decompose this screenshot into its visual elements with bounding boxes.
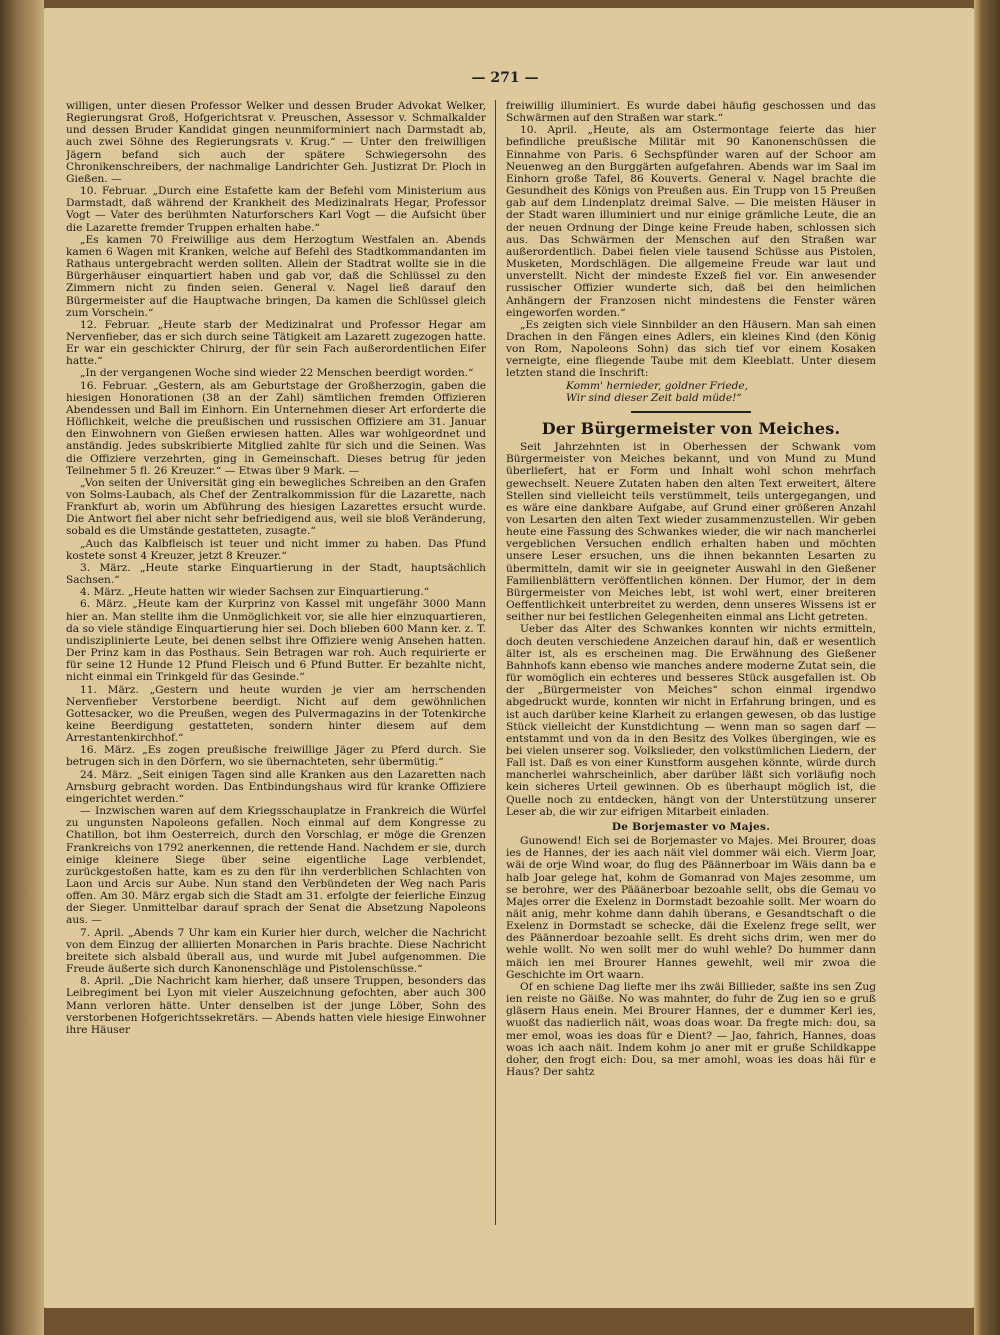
left-column: [66, 100, 486, 1235]
right-column: [506, 100, 876, 1225]
paragraph: freiwillig illuminiert. Es wurde dabei häufig geschossen und das Schwärmen auf den Straßen war stark.“: [506, 100, 876, 125]
paragraph: Seit Jahrzehnten ist in Oberhessen der Schwank vom Bürgermeister von Meiches bekannt, und von Mund zu Mund überliefert, hat er Form und Inhalt wohl schon mehrfach gewechselt. Neuere Zutaten haben den alten Text erweitert, ältere Stellen sind vielleicht teils verstümmelt, teils untergegangen, und es wäre eine dankbare Aufgabe, auf Grund einer größeren Anzahl von Lesarten den alten Text wieder zusammenzustellen. Wir geben heute eine Fassung des Schwankes wieder, die wir nach mancherlei vergeblichen Versuchen endlich erhalten haben und möchten unsere Leser ersuchen, uns die ihnen bekannten Lesarten zu übermitteln, damit wir sie in geeigneter Auswahl in den Gießener Familienblättern veröffentlichen können. Der Humor, der in dem Bürgermeister von Meiches lebt, ist wohl wert, einer breiteren Oeffentlichkeit unterbreitet zu werden, denn unseres Wissens ist er seither nur bei festlichen Gelegenheiten einmal ans Licht getreten.: [506, 441, 876, 624]
paragraph: Gunowend! Eich sei de Borjemaster vo Majes. Mei Brourer, doas ies de Hannes, der ies aach näit viel dommer wäi eich. Vierm Joar, wäi de orje Wind woar, do flug des Päännerboar im Wäis dann ba e halb Joar gelege hat, kohm de Gomanrad von Majes zesomme, um se berohre, wer des Pääänerboar bezoahle sellt, obs die Gemau vo Majes orrer die Exelenz in Dormstadt bezoahle sollt. Mer woarn do näit anig, mehr kohme dann dahih überans, e Gesandtschaft o die Exelenz in Dormstadt se schecke, däi die Exelenz frege sellt, wer des Päännerdoar bezoahle sellt. Es dreht sichs drim, wen mer do wehle wollt. No wen sollt mer do wuhl wehle? Do hummer dann mäich ien mei Brourer Hannes gewehlt, weil mir zwoa die Geschichte im Ort waarn.: [506, 835, 876, 981]
paragraph: 11. März. „Gestern und heute wurden je vier am herrschenden Nervenfieber Verstorbene beerdigt. Nicht auf dem gewöhnlichen Gottesacker, wo die Preußen, wegen des Pulvermagazins in der Totenkirche keine Beerdigung gestatteten, sondern hinter diesem auf dem Arrestantenkirchhof.“: [66, 683, 486, 745]
paragraph: — Inzwischen waren auf dem Kriegsschauplatze in Frankreich die Würfel zu ungunsten Napoleons gefallen. Noch einmal auf dem Kongresse zu Chatillon, bot ihm Oesterreich, durch den Vorschlag, er möge die Grenzen Frankreichs von 1792 anerkennen, die rettende Hand. Nachdem er sie, durch einige kleinere Siege über seine eigentliche Lage verblendet, zurückgestoßen hatte, kam es zu den für ihn verderblichen Schlachten von Laon und Arcis sur Aube. Nun stand den Verbündeten der Weg nach Paris offen. Am 30. März ergab sich die Stadt am 31. erfolgte der feierliche Einzug der Sieger. Unmittelbar darauf sprach der Senat die Absetzung Napoleons aus. —: [66, 805, 486, 927]
paragraph: 10. Februar. „Durch eine Estafette kam der Befehl vom Ministerium aus Darmstadt, daß während der Krankheit des Medizinalrats Hegar, Professor Vogt — Vater des berühmten Naturforschers Karl Vogt — die Aufsicht über die Lazarette fremder Truppen erhalten habe.“: [66, 185, 486, 234]
paragraph: Ueber das Alter des Schwankes konnten wir nichts ermitteln, doch deuten verschiedene Anzeichen darauf hin, daß er wesentlich älter ist, als es erscheinen mag. Die Erwähnung des Gießener Bahnhofs kann ebenso wie manches andere moderne Zutat sein, die für womöglich ein echteres und besseres Stück ausgefallen ist. Ob der „Bürgermeister von Meiches“ schon einmal irgendwo abgedruckt wurde, konnten wir nicht in Erfahrung bringen, und es ist auch darüber keine Klarheit zu erlangen gewesen, ob das lustige Stück vielleicht der Kunstdichtung — wenn man so sagen darf — entstammt und von da in den Besitz des Volkes übergingen, wie es bei vielen unserer sog. Volkslieder, den volkstümlichen Liedern, der Fall ist. Daß es von einer Kunstform ausgehen könnte, würde durch mancherlei wahrscheinlich, aber darüber läßt sich vorläufig noch kein sicheres Urteil gewinnen. Ob es überhaupt möglich ist, die Quelle noch zu entdecken, hängt von der Unterstützung unserer Leser ab, die wir zur eifrigen Mitarbeit einladen.: [506, 623, 876, 818]
paragraph: „Es kamen 70 Freiwillige aus dem Herzogtum Westfalen an. Abends kamen 6 Wagen mit Kranken, welche auf Befehl des Stadtkommandanten im Rathaus untergebracht werden sollten. Allein der Stadtrat wollte sie in die Bürgerhäuser einquartiert haben und gab vor, daß die Schlüssel zu den Zimmern nicht zu finden seien. General v. Nagel ließ darauf den Bürgermeister auf die Hauptwache bringen, Da kamen die Schlüssel gleich zum Vorschein.“: [66, 233, 486, 319]
binding-edge: [0, 0, 44, 1335]
section-rule: [631, 411, 751, 413]
paragraph: 24. März. „Seit einigen Tagen sind alle Kranken aus den Lazaretten nach Arnsburg gebracht worden. Das Entbindungshaus wird für kranke Offiziere eingerichtet werden.“: [66, 768, 486, 805]
column-divider: [495, 100, 496, 1225]
article-title: Der Bürgermeister von Meiches.: [541, 418, 841, 438]
paragraph: 16. März. „Es zogen preußische freiwillige Jäger zu Pferd durch. Sie betrugen sich in den Dörfern, wo sie übernachteten, sehr übermütig.“: [66, 744, 486, 769]
paragraph: 12. Februar. „Heute starb der Medizinalrat und Professor Hegar am Nervenfieber, das er sich durch seine Tätigkeit am Lazarett zugezogen hatte. Er war ein geschickter Chirurg, der für sein Fach außerordentlichen Eifer hatte.“: [66, 318, 486, 368]
paragraph: 8. April. „Die Nachricht kam hierher, daß unsere Truppen, besonders das Leibregiment bei Lyon mit vieler Auszeichnung gefochten, aber auch 300 Mann verloren hätte. Unter denselben ist der junge Löber, Sohn des verstorbenen Hofgerichtssekretärs. — Abends hatten viele hiesige Einwohner ihre Häuser: [66, 975, 486, 1036]
paragraph: willigen, unter diesen Professor Welker und dessen Bruder Advokat Welker, Regierungsrat Groß, Hofgerichtsrat v. Preuschen, Assessor v. Schmalkalder und dessen Bruder Kandidat gingen neunmiforminiert nach Darmstadt ab, auch zwei Söhne des Regierungsrats v. Krug.“ — Unter den freiwilligen Jägern befand sich auch der spätere Schwiegersohn des Chronikenschreibers, der nachmalige Landrichter Geh. Justizrat Dr. Ploch in Gießen. —: [66, 100, 486, 185]
paragraph: 10. April. „Heute, als am Ostermontage feierte das hier befindliche preußische Militär mit 90 Kanonenschüssen die Einnahme von Paris. 6 Sechspfünder waren auf der Schoor am Neuenweg an den Burggärten aufgefahren. Abends war im Saal im Einhorn große Tafel, 86 Kouverts. General v. Nagel brachte die Gesundheit des Königs von Preußen aus. Ein Trupp von 15 Preußen gab auf dem Lindenplatz dreimal Salve. — Die meisten Häuser in der Stadt waren illuminiert und nur einige grämliche Leute, die an der neuen Ordnung der Dinge keine Freude haben, schlossen sich aus. Das Schwärmen der Menschen auf den Straßen war außerordentlich. Dabei fielen viele tausend Schüsse aus Pistolen, Musketen, Mordschlägen. Die allgemeine Freude war laut und unverstellt. Nicht der mindeste Exzeß fiel vor. Ein anwesender russischer Offizier wunderte sich, daß bei den heimlichen Anhängern der Franzosen nicht mindestens die Fenster wären eingeworfen worden.“: [506, 124, 876, 319]
paragraph: „In der vergangenen Woche sind wieder 22 Menschen beerdigt worden.“: [80, 367, 474, 380]
verse-line: Komm' hernieder, goldner Friede,: [566, 379, 749, 392]
paragraph: „Von seiten der Universität ging ein bewegliches Schreiben an den Grafen von Solms-Laubach, als Chef der Zentralkommission für die Lazarette, nach Frankfurt ab, worin um Abführung des hiesigen Lazarettes ersucht wurde. Die Antwort fiel aber nicht sehr befriedigend aus, weil sie bloß Veränderung, sobald es die Umstände gestatteten, zusagte.“: [66, 476, 486, 538]
paragraph: 4. März. „Heute hatten wir wieder Sachsen zur Einquartierung.“: [80, 586, 430, 599]
paragraph: 6. März. „Heute kam der Kurprinz von Kassel mit ungefähr 3000 Mann hier an. Man stellte ihm die Unmöglichkeit vor, sie alle hier einzuquartieren, da so viele ständige Einquartierung hier sei. Doch blieben 600 Mann ker. z. T. undisziplinierte Leute, bei denen selbst ihre Offiziere wenig Ansehen hatten. Der Prinz kam in das Posthaus. Sein Betragen war roh. Auch requirierte er für seine 12 Hunde 12 Pfund Fleisch und 6 Pfund Butter. Er bezahlte nicht, nicht einmal ein Trinkgeld für das Gesinde.“: [66, 598, 486, 684]
paragraph: 7. April. „Abends 7 Uhr kam ein Kurier hier durch, welcher die Nachricht von dem Einzug der alliierten Monarchen in Paris brachte. Diese Nachricht breitete sich alsbald überall aus, und wurde mit Jubel aufgenommen. Die Freude äußerte sich durch Kanonenschläge und Pistolenschüsse.“: [66, 926, 486, 976]
page-number: — 271 —: [471, 70, 539, 86]
paragraph: 3. März. „Heute starke Einquartierung in der Stadt, hauptsächlich Sachsen.“: [66, 561, 486, 587]
page-edge: [974, 0, 1000, 1335]
paragraph: Of en schiene Dag liefte mer ihs zwäi Billieder, saßte ins sen Zug ien reiste no Gäiße. No was mahnter, do fuhr de Zug ien so e gruß gläsern Haus enein. Mei Brourer Hannes, der e dummer Kerl ies, wuoßt das nadierlich näit, woas doas woar. Da fregte mich: dou, sa mer emol, woas ies doas für e Dient? — Jao, fahrich, Hannes, doas woas ich aach näit. Indem kohm jo aner mit er gruße Schildkappe doher, den frogt eich: Dou, sa mer amohl, woas ies doas häi für e Haus? Der sahtz: [506, 980, 876, 1079]
verse-line: Wir sind dieser Zeit bald müde!“: [566, 391, 742, 404]
paragraph: 16. Februar. „Gestern, als am Geburtstage der Großherzogin, gaben die hiesigen Honorationen (38 an der Zahl) sämtlichen fremden Offizieren Abendessen und Ball im Einhorn. Ein Unternehmen dieser Art erforderte die Höflichkeit, welche die preußischen und russischen Offiziere am 31. Januar den Einwohnern von Gießen erwiesen hatten. Alles war wohlgeordnet und anständig. Jedes subskribierte Mitglied zahlte für sich und die Seinen. Was die Offiziere verzehrten, ging in Gemeinschaft. Dieses betrug für jeden Teilnehmer 5 fl. 26 Kreuzer.“ — Etwas über 9 Mark. —: [66, 379, 486, 477]
paragraph: „Auch das Kalbfleisch ist teuer und nicht immer zu haben. Das Pfund kostete sonst 4 Kreuzer, jetzt 8 Kreuzer.“: [66, 537, 486, 562]
paragraph: „Es zeigten sich viele Sinnbilder an den Häusern. Man sah einen Drachen in den Fängen eines Adlers, ein kleines Kind (den König von Rom, Napoleons Sohn) das sich tief vor einem Kosaken verneigte, eine fliegende Taube mit dem Kleeblatt. Unter diesem letzten stand die Inschrift:: [506, 318, 876, 380]
sub-title: De Borjemaster vo Majes.: [611, 820, 771, 833]
